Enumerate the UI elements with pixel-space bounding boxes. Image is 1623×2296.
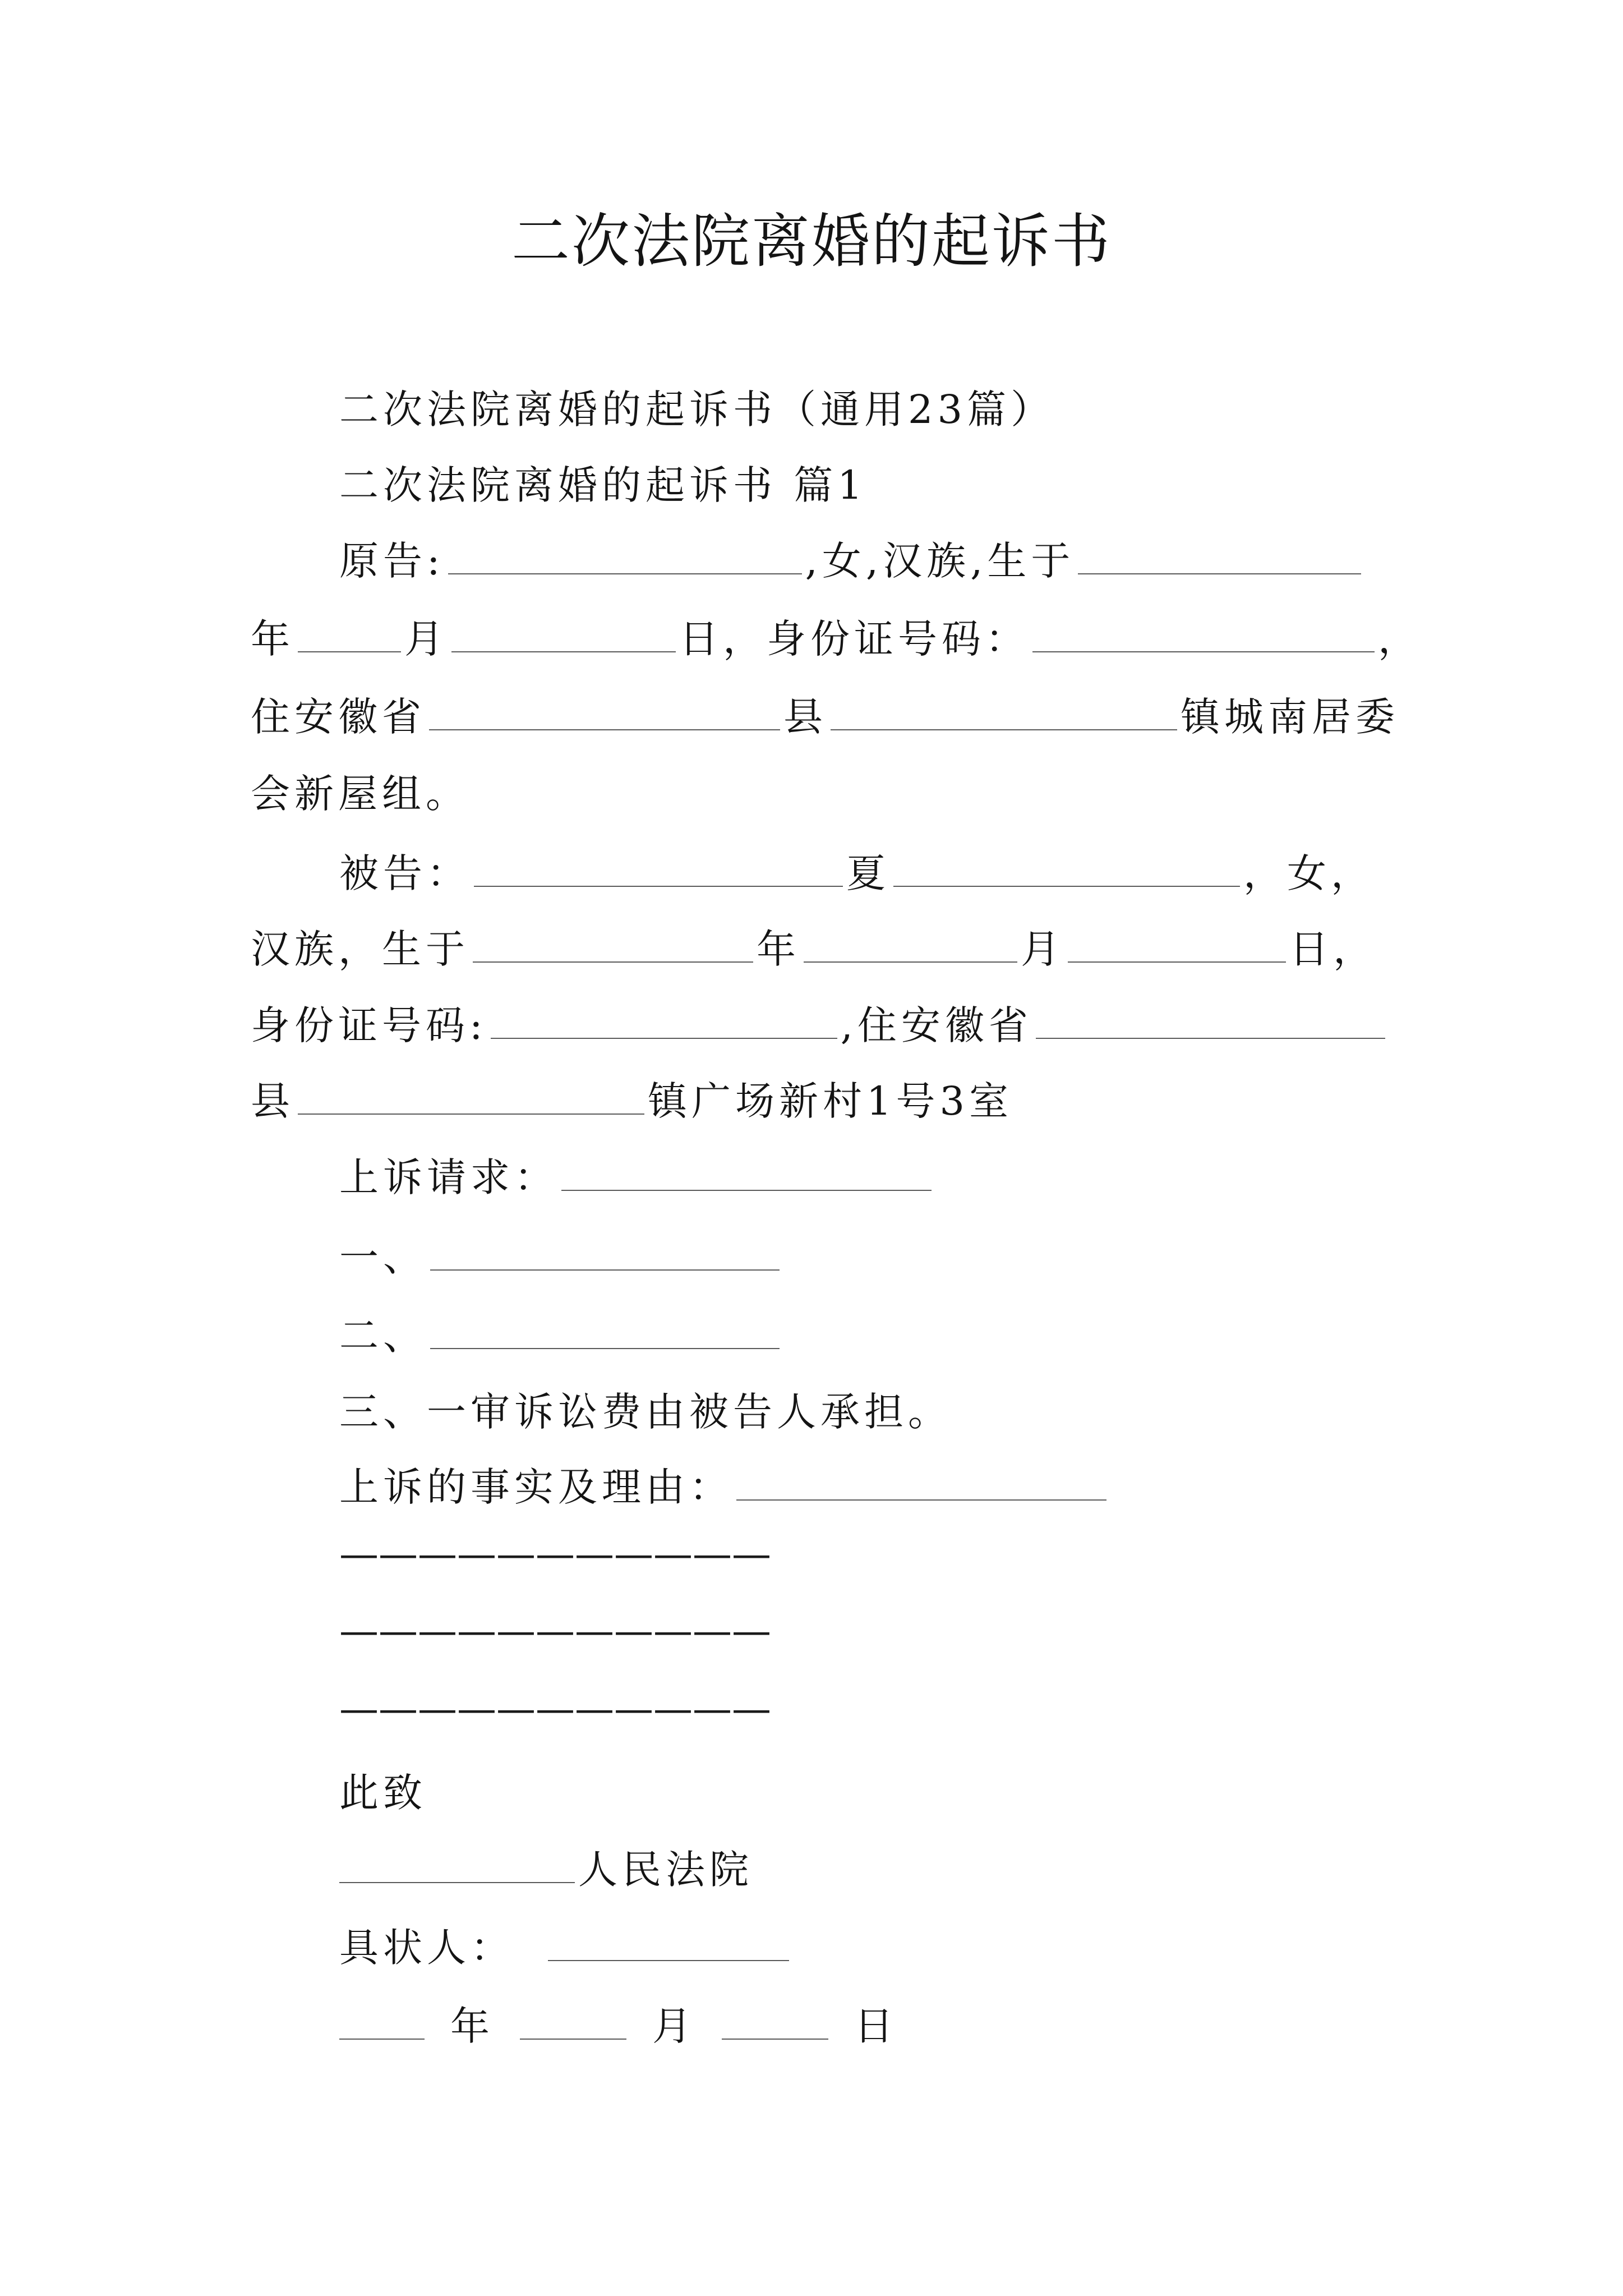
- document-title: 二次法院离婚的起诉书: [511, 207, 1112, 275]
- date-year-blank: [339, 2004, 425, 2040]
- plaintiff-year-label: 年: [251, 616, 294, 662]
- plaintiff-name-blank: [448, 539, 802, 574]
- signer-blank: [548, 1925, 789, 1961]
- defendant-label: 被告：: [339, 850, 471, 896]
- defendant-town-blank: [298, 1079, 644, 1115]
- date-day-blank: [722, 2004, 828, 2040]
- appeal-request-blank: [561, 1155, 932, 1191]
- plaintiff-id-blank: [1032, 616, 1375, 652]
- date-day-label: 日: [854, 2003, 898, 2049]
- plaintiff-line-3: [251, 689, 1399, 745]
- facts-rule-line: ———————————: [339, 1608, 771, 1654]
- appeal-request-line: [339, 1149, 935, 1205]
- appeal-item-1: [339, 1229, 783, 1285]
- document-subtitle: 二次法院离婚的起诉书（通用23篇）: [339, 386, 1055, 432]
- plaintiff-gender-ethnicity: ,女,汉族,生于: [805, 538, 1075, 584]
- defendant-day-blank: [1068, 927, 1286, 963]
- plaintiff-line-4: 会新屋组。: [251, 771, 469, 817]
- date-line: [339, 1998, 920, 2054]
- defendant-given-name-blank: [893, 851, 1240, 887]
- plaintiff-day-id-label: 日，身份证号码：: [679, 616, 1029, 662]
- court-label: 人民法院: [578, 1847, 753, 1893]
- date-year-label: 年: [450, 2003, 494, 2049]
- defendant-id-blank: [491, 1003, 837, 1039]
- defendant-month-label: 月: [1021, 926, 1064, 972]
- plaintiff-line-2: [251, 611, 1422, 667]
- defendant-surname: 夏: [846, 850, 890, 896]
- appeal-item-1-label: 一、: [339, 1234, 427, 1280]
- plaintiff-day-blank: [451, 616, 676, 652]
- appeal-item-2: [339, 1308, 783, 1364]
- defendant-year-label: 年: [757, 926, 800, 972]
- plaintiff-county-blank: [429, 694, 780, 730]
- defendant-month-blank: [804, 927, 1017, 963]
- appeal-item-3: 三、一审诉讼费由被告人承担。: [339, 1389, 952, 1435]
- plaintiff-county-label: 县: [783, 694, 827, 740]
- defendant-line-1: [339, 845, 1375, 901]
- date-month-blank: [520, 2004, 626, 2040]
- appeal-item-2-label: 二、: [339, 1313, 427, 1359]
- plaintiff-label: 原告:: [339, 538, 445, 584]
- court-name-blank: [339, 1847, 575, 1883]
- defendant-ethnicity-born: 汉族，生于: [251, 926, 469, 972]
- appeal-request-label: 上诉请求：: [339, 1154, 558, 1200]
- defendant-address-prefix: ,住安徽省: [840, 1002, 1032, 1048]
- defendant-county-label: 县: [251, 1078, 294, 1124]
- plaintiff-month-label: 月: [404, 616, 448, 662]
- defendant-gender: ，女，: [1243, 850, 1375, 896]
- appeal-item-1-blank: [430, 1235, 780, 1271]
- defendant-day-label: 日，: [1289, 926, 1377, 972]
- section-heading: 二次法院离婚的起诉书 篇1: [339, 462, 867, 508]
- facts-rule-line: ———————————: [339, 1686, 771, 1732]
- plaintiff-month-blank: [298, 616, 401, 652]
- plaintiff-birth-year-blank: [1078, 539, 1361, 574]
- defendant-county-blank: [1036, 1003, 1385, 1039]
- closing-salutation: 此致: [339, 1770, 427, 1816]
- defendant-line-4: [251, 1073, 1013, 1129]
- plaintiff-town: 镇城南居委: [1181, 694, 1399, 740]
- defendant-line-3: [251, 997, 1389, 1053]
- plaintiff-line-1: [339, 533, 1364, 589]
- signer-line: [339, 1920, 792, 1976]
- defendant-id-label: 身份证号码:: [251, 1002, 487, 1048]
- appeal-facts-line: [339, 1459, 1110, 1515]
- signer-label: 具状人：: [339, 1925, 514, 1971]
- defendant-name-blank: [474, 851, 843, 887]
- appeal-facts-blank: [736, 1465, 1106, 1501]
- defendant-birth-year-blank: [473, 927, 753, 963]
- appeal-facts-label: 上诉的事实及理由：: [339, 1464, 733, 1510]
- court-line: [339, 1842, 753, 1898]
- date-month-label: 月: [652, 2003, 696, 2049]
- defendant-line-2: [251, 921, 1377, 977]
- plaintiff-town-blank: [831, 694, 1177, 730]
- facts-rule-line: ———————————: [339, 1531, 771, 1577]
- defendant-address: 镇广场新村1号3室: [648, 1078, 1013, 1124]
- plaintiff-comma: ，: [1378, 616, 1422, 662]
- appeal-item-2-blank: [430, 1313, 780, 1349]
- plaintiff-address-prefix: 住安徽省: [251, 694, 426, 740]
